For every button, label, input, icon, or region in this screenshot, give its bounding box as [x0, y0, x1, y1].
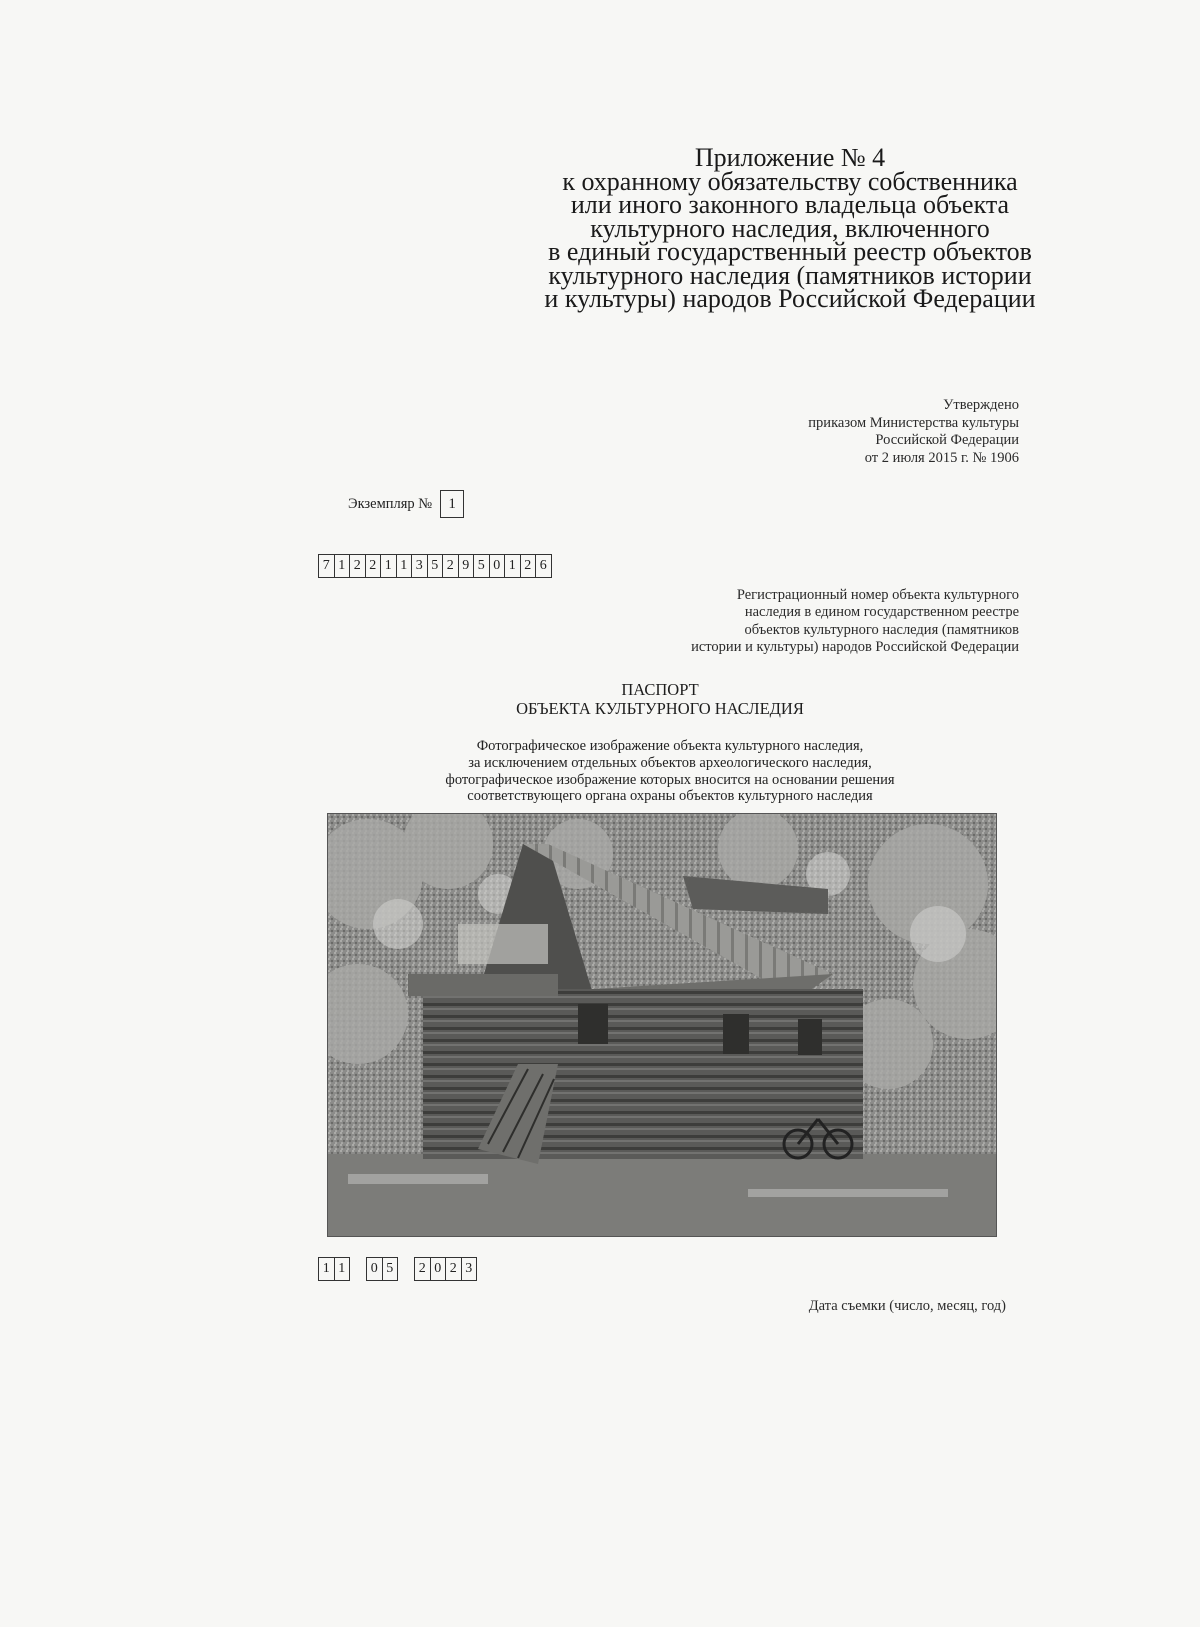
date-digit: 2	[415, 1258, 431, 1280]
approval-block	[659, 397, 1019, 467]
registration-digit: 1	[397, 555, 413, 577]
photo-caption-line: Фотографическое изображение объекта культурного наследия,	[476, 738, 864, 754]
registration-number-cells	[318, 554, 552, 578]
registration-digit: 1	[335, 555, 351, 577]
date-digit: 3	[465, 1261, 473, 1276]
shoot-date-caption: Дата съемки (число, месяц, год)	[808, 1298, 1006, 1314]
date-digit: 0	[367, 1258, 383, 1280]
photo-caption	[370, 738, 970, 805]
approval-line: Российской Федерации	[875, 432, 1019, 448]
registration-digit: 1	[381, 555, 397, 577]
shoot-date-month	[366, 1257, 398, 1281]
appendix-header-line: в единый государственный реестр объектов	[548, 237, 1032, 266]
registration-digit: 2	[521, 555, 537, 577]
appendix-header-line: или иного законного владельца объекта	[570, 190, 1010, 219]
passport-title-line: ПАСПОРТ	[621, 680, 699, 699]
photo-caption-line: соответствующего органа охраны объектов культурного наследия	[467, 788, 873, 805]
registration-digit: 2	[443, 555, 459, 577]
shoot-date-year	[414, 1257, 477, 1281]
registration-digit: 2	[366, 555, 382, 577]
photo-caption-line: фотографическое изображение которых вносится на основании решения	[445, 771, 895, 788]
copy-number-row	[348, 490, 464, 518]
approval-line: приказом Министерства культуры	[808, 414, 1019, 431]
registration-digit: 0	[490, 555, 506, 577]
approval-line: Утверждено	[943, 397, 1019, 413]
registration-digit: 2	[350, 555, 366, 577]
copy-number-label: Экземпляр №	[348, 495, 433, 512]
copy-number-box: 1	[440, 490, 464, 518]
registration-number-caption	[579, 587, 1019, 656]
registration-caption-line: объектов культурного наследия (памятников	[744, 621, 1019, 638]
registration-digit: 5	[474, 555, 490, 577]
registration-digit: 3	[412, 555, 428, 577]
passport-title	[440, 680, 880, 718]
appendix-header	[520, 143, 1060, 313]
appendix-header-line: культурного наследия, включенного	[590, 213, 990, 243]
registration-caption-line: наследия в едином государственном реестре	[744, 604, 1019, 621]
date-digit: 1	[319, 1258, 335, 1280]
passport-title-line: ОБЪЕКТА КУЛЬТУРНОГО НАСЛЕДИЯ	[516, 699, 804, 718]
appendix-header-line: Приложение № 4	[694, 143, 886, 172]
appendix-header-line: и культуры) народов Российской Федерации	[544, 284, 1036, 313]
date-digit: 5	[386, 1261, 394, 1276]
heritage-object-photo	[327, 813, 997, 1237]
date-digit: 0	[431, 1258, 447, 1280]
shoot-date-cells	[318, 1257, 477, 1281]
registration-caption-line: истории и культуры) народов Российской Федерации	[691, 638, 1019, 655]
log-house-photo-illustration	[328, 814, 996, 1236]
appendix-header-line: к охранному обязательству собственника	[562, 166, 1018, 196]
registration-digit: 1	[505, 555, 521, 577]
registration-caption-line: Регистрационный номер объекта культурного	[736, 587, 1019, 603]
registration-digit: 5	[428, 555, 444, 577]
registration-digit: 9	[459, 555, 475, 577]
date-digit: 2	[446, 1258, 462, 1280]
registration-digit: 7	[319, 555, 335, 577]
approval-line: от 2 июля 2015 г. № 1906	[864, 449, 1019, 466]
photo-caption-line: за исключением отдельных объектов археологического наследия,	[468, 754, 872, 771]
appendix-header-line: культурного наследия (памятников истории	[548, 260, 1032, 290]
registration-digit: 6	[539, 558, 547, 573]
shoot-date-day	[318, 1257, 350, 1281]
date-digit: 1	[338, 1261, 346, 1276]
